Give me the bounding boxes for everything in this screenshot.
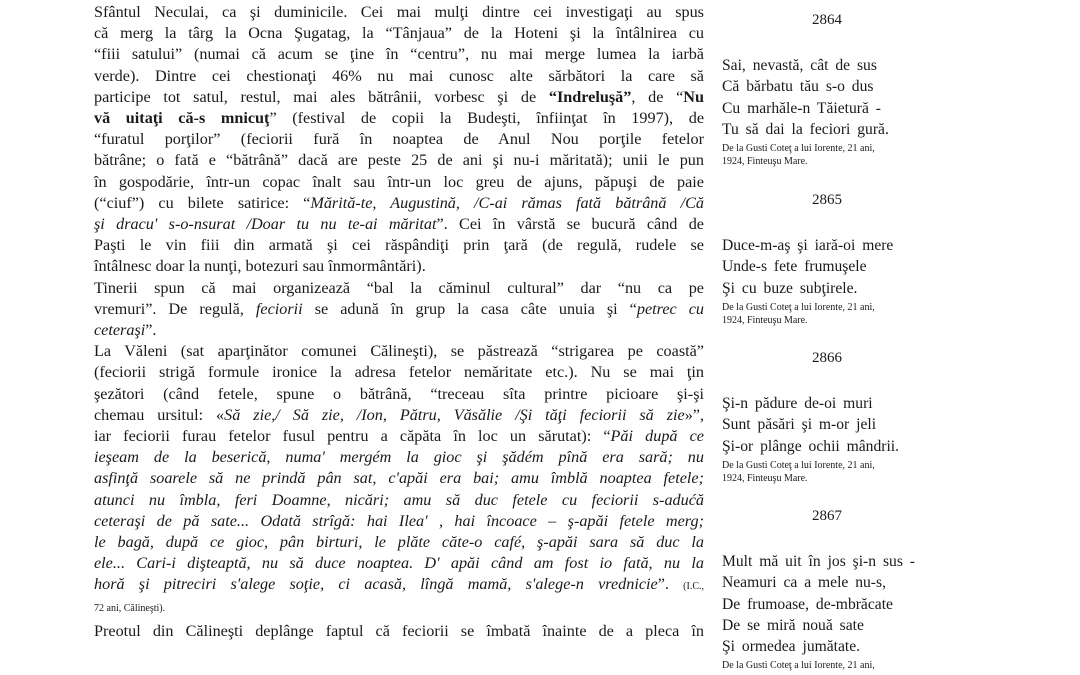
text-line: vă uitaţi că-s mnicuţ” (festival de copii la Budeşti, înfiinţat în 1997), de <box>94 109 704 128</box>
poem-2866 <box>722 350 952 485</box>
text-line: întâlnesc doar la nunţi, botezuri sau înmormântări). <box>94 257 426 276</box>
text-line <box>94 532 704 553</box>
poem-line: Duce-m-aş şi iară-oi mere <box>722 237 894 254</box>
text-line <box>94 511 704 532</box>
text-line: horă şi pitreciri s'alege soţie, ci acasă, lîngă mamă, s'alege-n vrednicie”. (I.C., <box>94 575 704 594</box>
text-line: verde). Dintre cei chestionaţi 46% nu mai cunosc alte sărbători la care să <box>94 66 704 85</box>
italic-quote: atunci nu îmbla, feri Doamne, nicări; amu să duc fetele cu feciorii s-adućă <box>94 490 704 509</box>
poem-source: De la Gusti Coteţ a lui Iorente, 21 ani, <box>722 143 875 155</box>
text-line: şezători (când fetele, spune o bătrână, “treceau sîta printre picioare şi-şi <box>94 384 704 403</box>
text-line: iar feciorii furau fetelor fusul pentru a căpăta în loc un sărutat): “Păi după ce <box>94 427 704 446</box>
text-line: ceteraşi”. <box>94 321 157 340</box>
poem-number: 2865 <box>812 192 842 208</box>
text-line <box>94 468 704 489</box>
poem-line: De frumoase, de-mbrăcate <box>722 595 893 613</box>
poem-line: Sunt păsări şi m-or jeli <box>722 416 877 434</box>
poem-line: Şi cu buze subţirele. <box>722 279 858 297</box>
poem-line: Neamuri ca a mele nu-s, <box>722 574 886 592</box>
text-line: La Văleni (sat aparţinător comunei Călineşti), se păstrează “strigarea pe coastă” <box>94 342 704 361</box>
poem-source: De la Gusti Coteţ a lui Iorente, 21 ani, <box>722 459 875 471</box>
text-line: chemau ursitul: «Să zie,/ Să zie, /Ion, Pătru, Văsălie /Şi tăţi feciorii să zie»”, <box>94 405 705 424</box>
poem-line: Şi-n pădure de-oi muri <box>722 395 873 412</box>
text-line: participe tot satul, restul, mai ales bătrânii, vorbesc şi de “Indreluşă”, de “Nu <box>94 87 704 106</box>
text-line: Sfântul Neculai, ca şi duminicile. Cei mai mulţi dintre cei investigaţi au spus <box>94 3 704 21</box>
poem-2867 <box>722 508 952 672</box>
italic-quote: horă şi pitreciri s'alege soţie, ci acasă, lîngă mamă, s'alege-n vrednicie <box>94 575 658 594</box>
text-line: (feciorii strigă formule ironice la adresa fetelor nemăritate etc.). Nu se mai ţin <box>94 363 704 382</box>
poem-source: 1924, Finteuşu Mare. <box>722 156 808 168</box>
poem-line: Unde-s fete frumuşele <box>722 258 867 276</box>
poem-line: Că bărbatu tău s-o dus <box>722 78 874 96</box>
italic-term: petrec cu <box>636 299 705 318</box>
poem-source: 1924, Finteuşu Mare. <box>722 472 808 484</box>
bold-term: “Indreluşă” <box>548 87 632 106</box>
italic-quote: asfinţă soarele să ne prindă pân sat, c'apăi era bai; amu îmblă noaptea fetele; <box>94 469 704 488</box>
poem-2865 <box>722 192 952 327</box>
italic-quote: şi dracu' s-o-nsurat /Doar tu nu te-ai măritat <box>94 215 437 234</box>
italic-quote: ieşeam de la beserică, numa' mergém la gioc şi şădém pînă era sară; nu <box>94 448 704 467</box>
text-line: Preotul din Călineşti deplânge faptul că feciorii se îmbată înainte de a pleca în <box>94 621 704 640</box>
text-line <box>94 553 704 574</box>
poem-line: Sai, nevastă, cât de sus <box>722 57 877 74</box>
text-line: vremuri”. De regulă, feciorii se adună în grup la casa câte unuia şi “petrec cu <box>94 299 705 318</box>
citation: 72 ani, Călineşti). <box>94 602 166 614</box>
poem-line: Mult mă uit în jos şi-n sus - <box>722 553 915 570</box>
italic-quote: Să zie,/ Să zie, /Ion, Pătru, Văsălie /Şi tăţi feciorii să zie <box>224 405 685 424</box>
poem-line: Şi ormedea jumătate. <box>722 638 861 656</box>
italic-term: feciorii <box>255 299 303 318</box>
italic-term: ceteraşi <box>94 321 146 340</box>
text-line: şi dracu' s-o-nsurat /Doar tu nu te-ai măritat”. Cei în vârstă se bucură când de <box>94 215 704 234</box>
poem-source: De la Gusti Coteţ a lui Iorente, 21 ani, <box>722 660 875 672</box>
italic-quote: ceteraşi de pă sate... Odată strîgă: hai Ilea' , hai încoace – ş-apăi fetele merg; <box>94 511 704 530</box>
poem-number: 2866 <box>812 350 842 366</box>
poem-2864 <box>722 12 952 168</box>
text-line: că merg la târg la Ocna Şugatag, la “Tânjaua” de la Hoteni şi la întâlnirea cu <box>94 24 704 43</box>
poem-line: De se miră nouă sate <box>722 616 864 634</box>
text-line: Paşti le vin fiii din armată şi cei răspândiţi prin ţară (de regulă, rudele se <box>94 236 704 255</box>
citation: (I.C., <box>683 581 704 593</box>
italic-quote: Mărită-te, Augustină, /C-ai rămas fată bătrână /Că <box>310 193 704 212</box>
italic-quote: ele... Cari-i dişteaptă, nu să duce noaptea. D' apăi când am fost io fată, nu la <box>94 554 704 573</box>
text-line: Tinerii spun că mai organizează “bal la căminul cultural” dar “nu ca pe <box>94 278 704 297</box>
bold-term: Nu <box>683 87 704 106</box>
poem-number: 2864 <box>812 12 842 28</box>
poem-source: De la Gusti Coteţ a lui Iorente, 21 ani, <box>722 301 875 313</box>
poem-number: 2867 <box>812 508 842 524</box>
text-line: “fiii satului” (numai că acum se ţine în “centru”, nu mai merge lumea la iarbă <box>94 45 704 64</box>
poem-line: Cu marhăle-n Tăietură - <box>722 99 881 117</box>
text-line: (“ciuf”) cu bilete satirice: “Mărită-te, Augustină, /C-ai rămas fată bătrână /Că <box>94 193 704 212</box>
bold-term: vă uitaţi că-s mnicuţ <box>94 109 270 128</box>
poem-line: Tu să dai la feciori gură. <box>722 120 889 138</box>
text-line: bătrâne; o fată e “bătrână” dacă are peste 25 de ani şi nu-i măritată); unii le pun <box>94 151 704 170</box>
main-text-column <box>94 2 704 642</box>
text-line: “furatul porţilor” (feciorii fură în noaptea de Anul Nou porţile fetelor <box>94 130 704 149</box>
italic-quote: le bagă, după ce gioc, pân birturi, le plăte căte-o café, ş-apăi sara să duc la <box>94 533 704 552</box>
poem-line: Şi-or plânge ochii mândrii. <box>722 437 900 455</box>
text-line <box>94 447 704 468</box>
text-line <box>94 490 704 511</box>
poem-source: 1924, Finteuşu Mare. <box>722 314 808 326</box>
italic-quote: Păi după ce <box>610 427 704 446</box>
text-line: în gospodărie, într-un copac înalt sau într-un loc greu de ajuns, păpuşi de paie <box>94 172 704 191</box>
